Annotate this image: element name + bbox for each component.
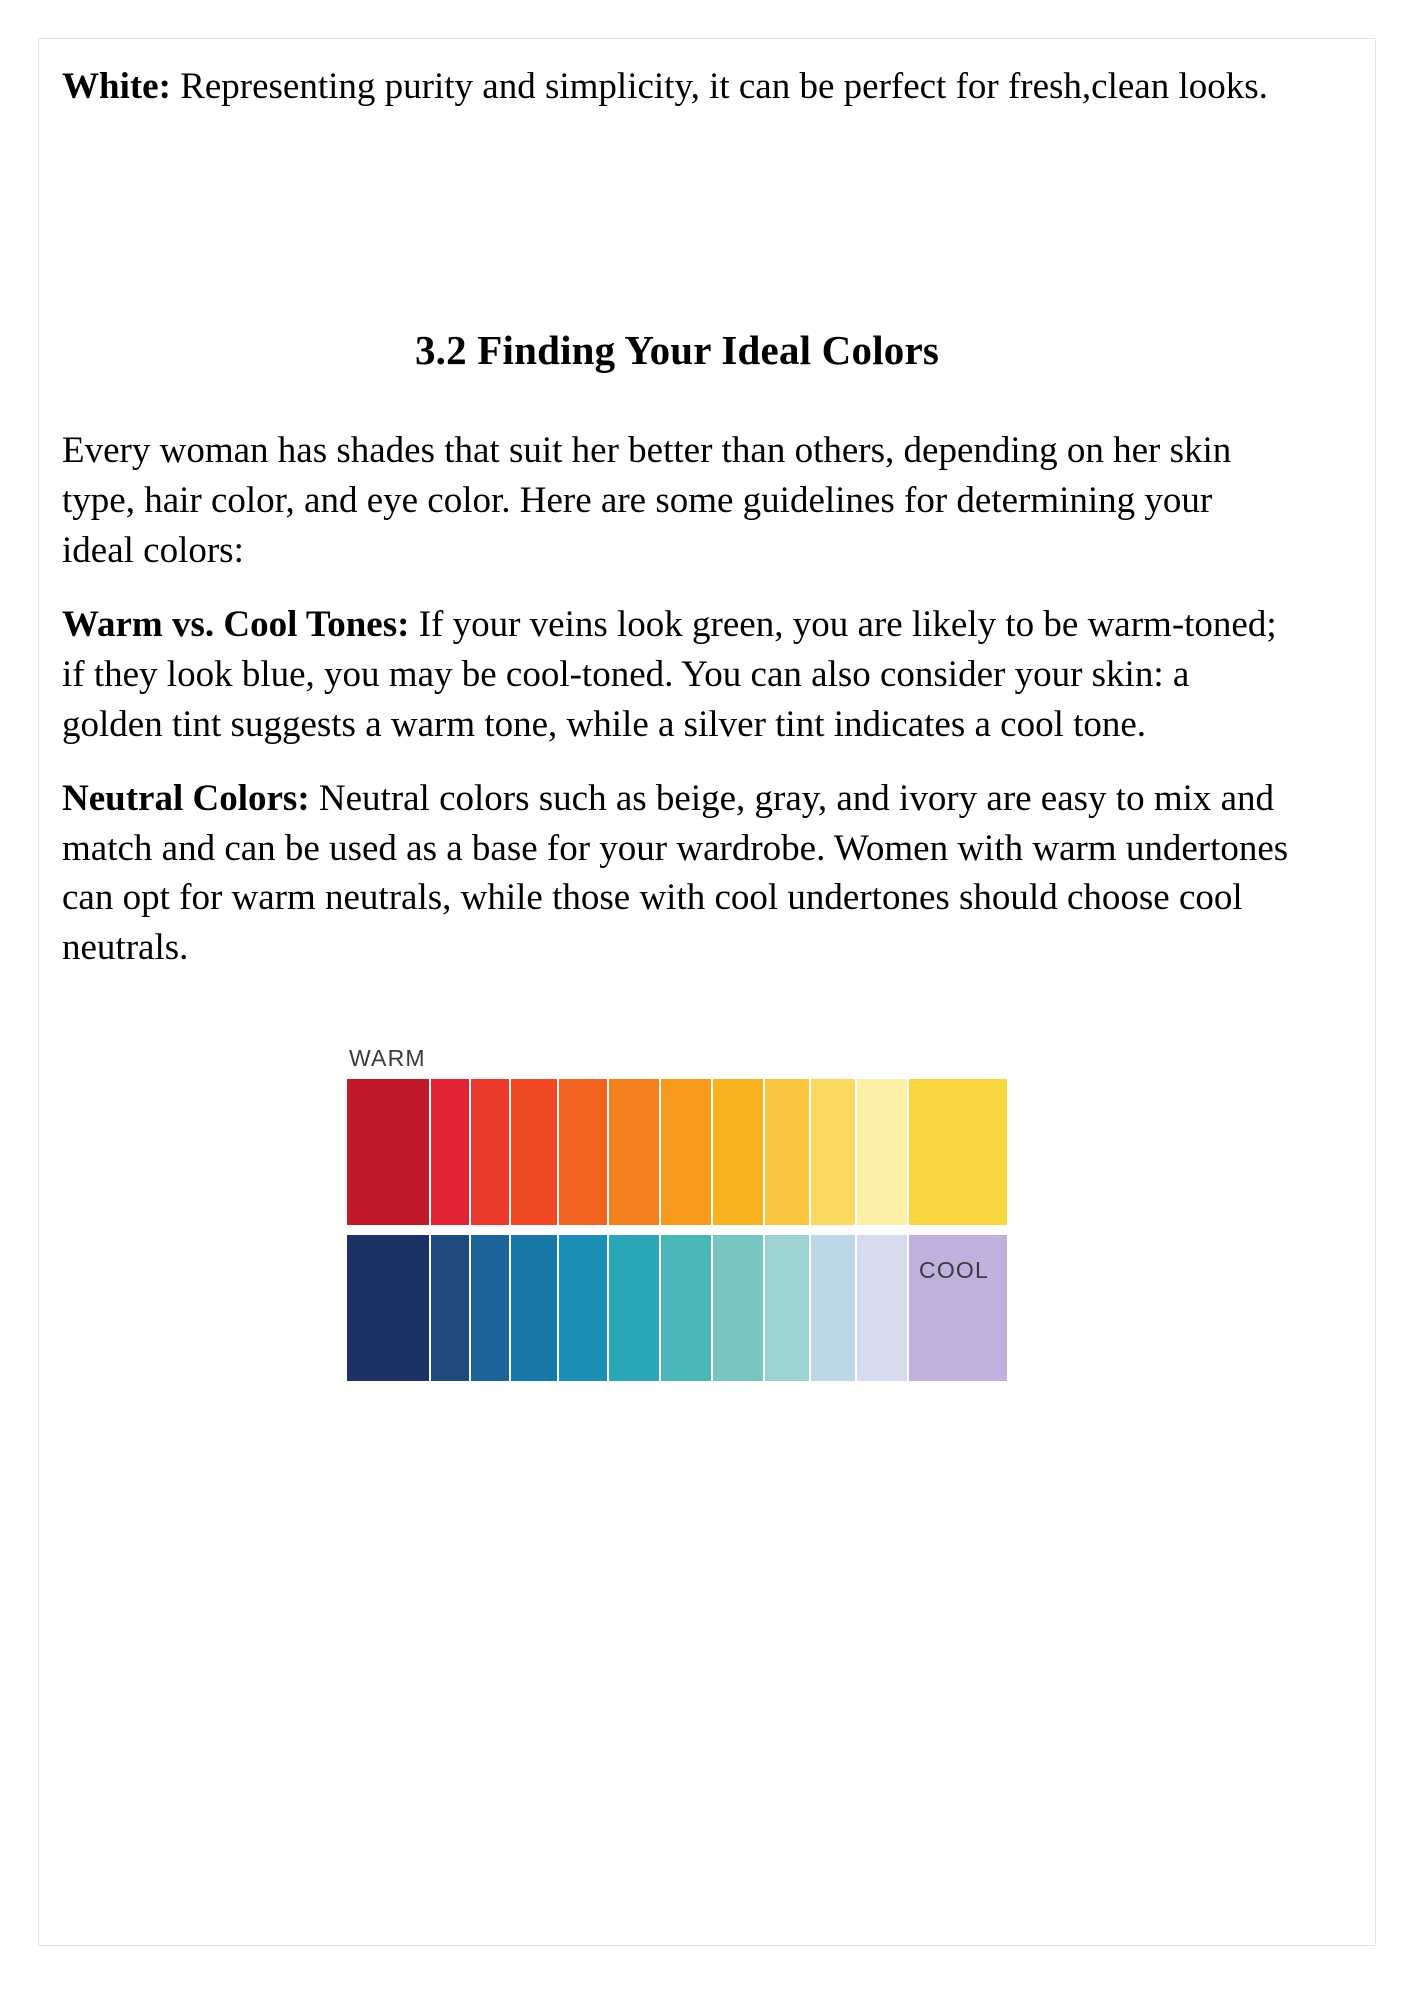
- paragraph-white: [62, 62, 1292, 112]
- page-content: [62, 62, 1292, 1381]
- warm-swatch: [347, 1079, 431, 1225]
- section-heading: 3.2 Finding Your Ideal Colors: [414, 326, 940, 373]
- cool-swatch: [471, 1235, 511, 1381]
- cool-label: COOL: [919, 1257, 989, 1284]
- warm-swatch: [559, 1079, 609, 1225]
- warm-swatch: [609, 1079, 661, 1225]
- warm-label: WARM: [349, 1045, 426, 1072]
- cool-swatch: [431, 1235, 471, 1381]
- paragraph-intro: Every woman has shades that suit her better than others, depending on her skin type, hair color, and eye color. Here are some guidelines for determining your ideal colors:: [62, 429, 1232, 571]
- cool-swatch: [765, 1235, 811, 1381]
- cool-swatch: [857, 1235, 909, 1381]
- cool-swatch: [811, 1235, 857, 1381]
- warm-swatch: [713, 1079, 765, 1225]
- cool-swatch: [511, 1235, 559, 1381]
- paragraph-warm-cool: [62, 600, 1292, 750]
- cool-swatch: [713, 1235, 765, 1381]
- paragraph-warm-cool-lead: Warm vs. Cool Tones:: [62, 603, 410, 645]
- spacer: [62, 136, 1292, 326]
- paragraph-neutral: [62, 774, 1292, 974]
- warm-swatch: [471, 1079, 511, 1225]
- warm-swatch: [661, 1079, 713, 1225]
- warm-swatch: [431, 1079, 471, 1225]
- warm-label-row: [347, 1045, 1007, 1079]
- cool-swatch: [559, 1235, 609, 1381]
- paragraph-neutral-lead: Neutral Colors:: [62, 777, 310, 819]
- paragraph-neutral-text: Neutral colors such as beige, gray, and ivory are easy to mix and match and can be used as a base for your wardrobe. Women with warm undertones can opt for warm neutrals, while those with cool undertones should choose cool neutrals.: [62, 777, 1289, 969]
- cool-color-strip: [347, 1235, 1007, 1381]
- cool-swatch: [609, 1235, 661, 1381]
- warm-swatch: [857, 1079, 909, 1225]
- color-palette-figure: [62, 1045, 1292, 1381]
- cool-swatch: [347, 1235, 431, 1381]
- warm-swatch: [811, 1079, 857, 1225]
- cool-swatch: [909, 1235, 1007, 1381]
- spacer: [62, 374, 1292, 426]
- warm-swatch: [909, 1079, 1007, 1225]
- cool-swatch: [661, 1235, 713, 1381]
- warm-swatch: [765, 1079, 811, 1225]
- color-palette: [347, 1045, 1007, 1381]
- paragraph-white-lead: White:: [62, 66, 171, 107]
- paragraph-white-text: Representing purity and simplicity, it can be perfect for fresh,clean looks.: [170, 66, 1268, 107]
- warm-swatch: [511, 1079, 559, 1225]
- paragraph-warm-cool-text: If your veins look green, you are likely to be warm-toned; if they look blue, you may be cool-toned. You can also consider your skin: a golden tint suggests a warm tone, while a silver tint indicates a cool tone.: [62, 603, 1277, 745]
- warm-color-strip: [347, 1079, 1007, 1225]
